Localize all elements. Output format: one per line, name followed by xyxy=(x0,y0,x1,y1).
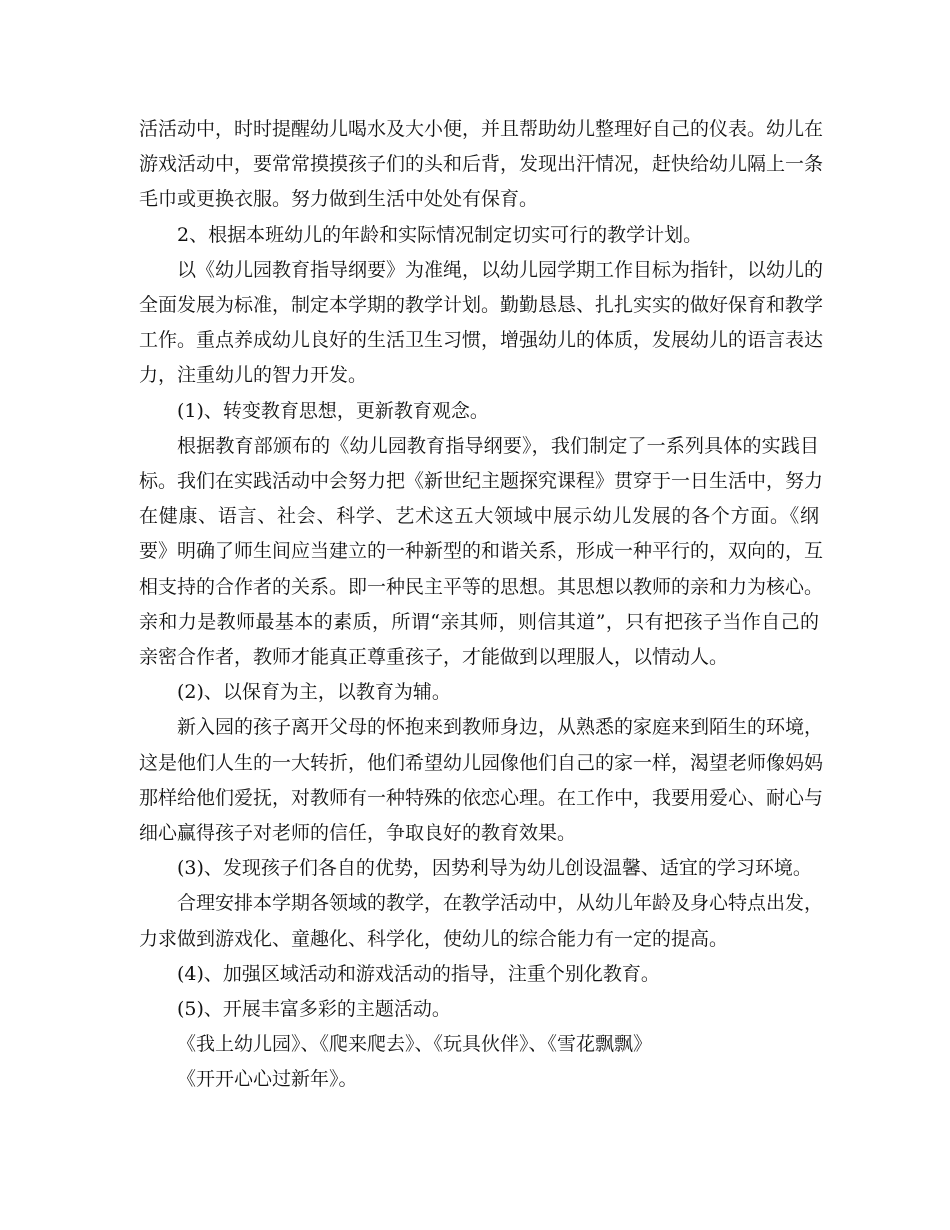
heading-item-3 xyxy=(139,851,819,886)
paragraph-teaching-plan xyxy=(139,253,824,394)
heading-text: (1)、转变教育思想，更新教育观念。 xyxy=(177,399,489,422)
text-line: 毛巾或更换衣服。努力做到生活中处处有保育。 xyxy=(139,188,539,211)
text-line: 这是他们人生的一大转折，他们希望幼儿园像他们自己的家一样，渴望老师像妈妈 xyxy=(139,751,824,774)
text-line: 亲密合作者，教师才能真正尊重孩子，才能做到以理服人，以情动人。 xyxy=(139,646,729,669)
heading-text: (5)、开展丰富多彩的主题活动。 xyxy=(177,998,451,1021)
paragraph-item-1 xyxy=(139,429,824,675)
theme-list-line-1 xyxy=(139,1027,819,1062)
text-line: 标。我们在实践活动中会努力把《新世纪主题探究课程》贯穿于一日生活中，努力 xyxy=(139,470,824,493)
theme-list-text: 《开开心心过新年》。 xyxy=(177,1068,358,1091)
paragraph-care-routine xyxy=(139,112,824,218)
heading-text: (2)、以保育为主，以教育为辅。 xyxy=(177,681,451,704)
theme-list-text: 《我上幼儿园》、《爬来爬去》、《玩具伙伴》、《雪花飘飘》 xyxy=(177,1033,653,1056)
text-line: 那样给他们爱抚，对教师有一种特殊的依恋心理。在工作中，我要用爱心、耐心与 xyxy=(139,786,824,809)
heading-item-2 xyxy=(139,675,819,710)
text-line: 工作。重点养成幼儿良好的生活卫生习惯，增强幼儿的体质，发展幼儿的语言表达 xyxy=(139,329,824,352)
heading-item-1 xyxy=(139,394,819,429)
text-line: 力，注重幼儿的智力开发。 xyxy=(139,364,368,387)
text-line: 游戏活动中，要常常摸摸孩子们的头和后背，发现出汗情况，赶快给幼儿隔上一条 xyxy=(139,153,824,176)
text-line: 全面发展为标准，制定本学期的教学计划。勤勤恳恳、扎扎实实的做好保育和教学 xyxy=(139,294,824,317)
text-line: 细心赢得孩子对老师的信任，争取良好的教育效果。 xyxy=(139,822,577,845)
text-line: 活活动中，时时提醒幼儿喝水及大小便，并且帮助幼儿整理好自己的仪表。幼儿在 xyxy=(139,118,824,140)
text-line: 在健康、语言、社会、科学、艺术这五大领域中展示幼儿发展的各个方面。《纲 xyxy=(139,505,819,528)
heading-text: 2、根据本班幼儿的年龄和实际情况制定切实可行的教学计划。 xyxy=(177,223,703,246)
paragraph-item-3 xyxy=(139,886,824,956)
heading-text: (4)、加强区域活动和游戏活动的指导，注重个别化教育。 xyxy=(177,962,660,985)
text-line: 根据教育部颁布的《幼儿园教育指导纲要》，我们制定了一系列具体的实践目 xyxy=(177,434,819,457)
text-line: 相支持的合作者的关系。即一种民主平等的思想。其思想以教师的亲和力为核心。 xyxy=(139,575,824,598)
text-line: 以《幼儿园教育指导纲要》为准绳，以幼儿园学期工作目标为指针，以幼儿的 xyxy=(177,258,824,281)
heading-item-4 xyxy=(139,957,819,992)
heading-item-5 xyxy=(139,992,819,1027)
text-line: 力求做到游戏化、童趣化、科学化，使幼儿的综合能力有一定的提高。 xyxy=(139,927,729,950)
paragraph-item-2 xyxy=(139,710,824,851)
document-body xyxy=(139,112,824,1098)
heading-teaching-plan xyxy=(139,218,819,253)
text-line: 新入园的孩子离开父母的怀抱来到教师身边，从熟悉的家庭来到陌生的环境， xyxy=(177,716,824,739)
text-line: 亲和力是教师最基本的素质，所谓“亲其师，则信其道”，只有把孩子当作自己的 xyxy=(139,610,819,633)
text-line: 要》明确了师生间应当建立的一种新型的和谐关系，形成一种平行的，双向的，互 xyxy=(139,540,824,563)
heading-text: (3)、发现孩子们各自的优势，因势利导为幼儿创设温馨、适宜的学习环境。 xyxy=(177,857,812,880)
text-line: 合理安排本学期各领域的教学，在教学活动中，从幼儿年龄及身心特点出发， xyxy=(177,892,824,915)
theme-list-line-2 xyxy=(139,1062,819,1097)
